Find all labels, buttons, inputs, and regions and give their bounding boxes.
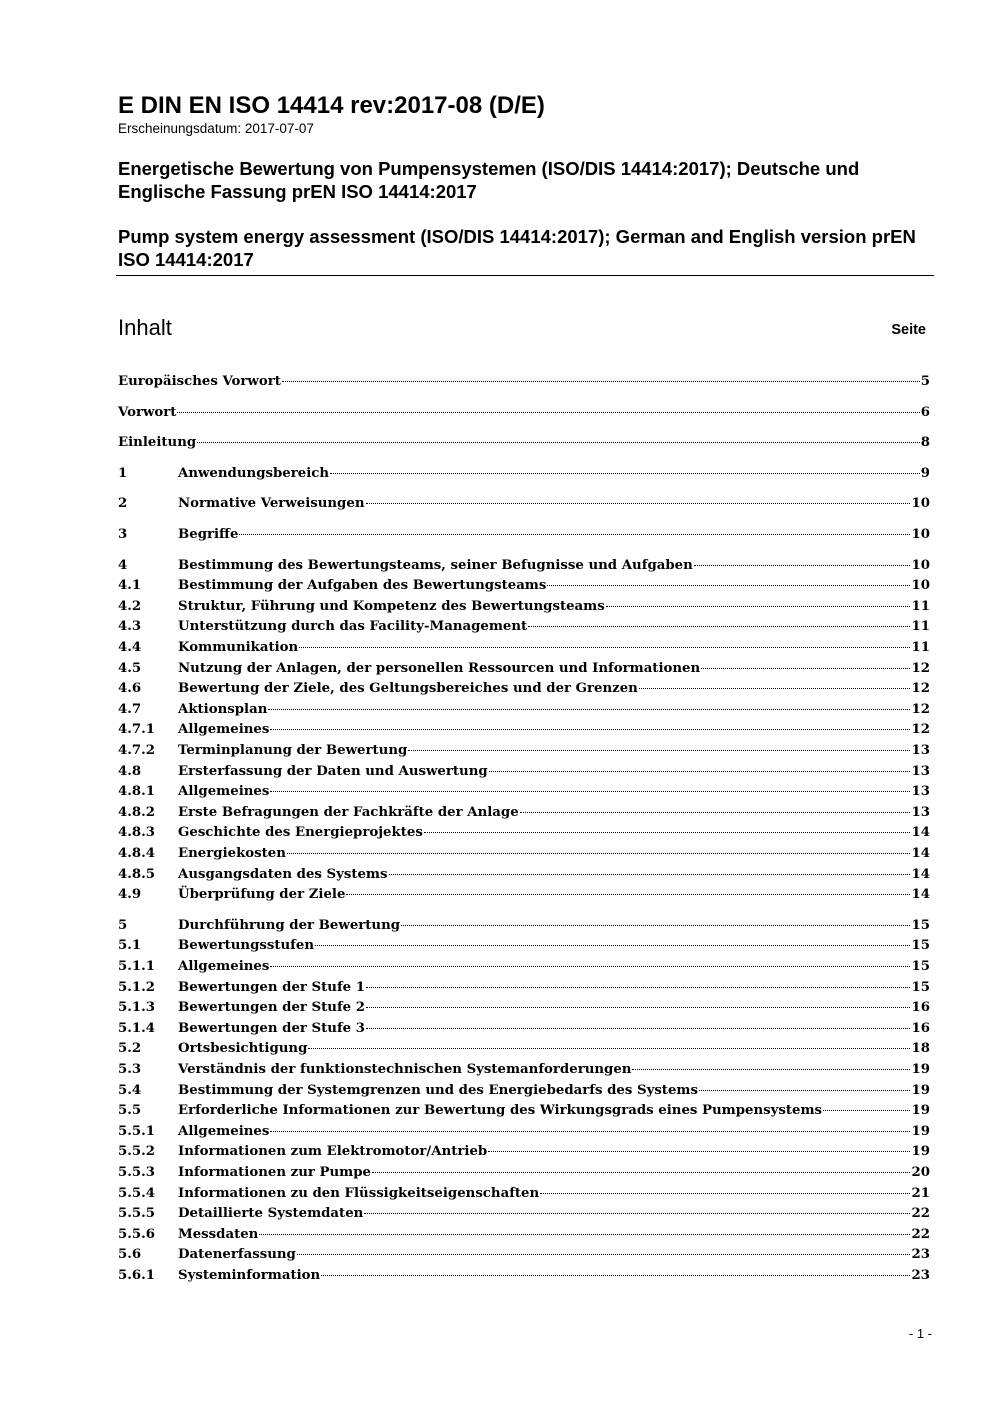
toc-entry-number: 5.4 xyxy=(118,1082,142,1098)
toc-entry-page: 16 xyxy=(911,1020,930,1036)
toc-entry[interactable] xyxy=(118,1204,930,1224)
toc-entry-number: 1 xyxy=(118,465,128,481)
document-id: E DIN EN ISO 14414 rev:2017-08 (D/E) xyxy=(118,92,545,119)
toc-entry-title: Allgemeines xyxy=(178,722,270,738)
toc-entry-page: 12 xyxy=(911,722,930,738)
toc-entry-title: Kommunikation xyxy=(178,640,299,655)
toc-entry[interactable] xyxy=(118,782,930,802)
toc-dot-leader xyxy=(268,709,910,710)
toc-dot-leader xyxy=(315,945,910,946)
toc-entry[interactable] xyxy=(118,433,930,453)
toc-entry-page: 23 xyxy=(911,1247,930,1263)
toc-entry-page: 14 xyxy=(911,846,930,861)
toc-entry-title: Erste Befragungen der Fachkräfte der Anlage xyxy=(178,804,519,820)
toc-entry[interactable] xyxy=(118,1101,930,1121)
toc-entry-title: Erforderliche Informationen zur Bewertung des Wirkungsgrads eines Pumpensystems xyxy=(178,1103,823,1119)
toc-dot-leader xyxy=(270,791,910,792)
toc-dot-leader xyxy=(488,1151,910,1152)
toc-entry-number: 5.6.1 xyxy=(118,1268,156,1283)
toc-entry-page: 6 xyxy=(920,404,930,420)
toc-entry[interactable] xyxy=(118,1225,930,1245)
toc-entry-title: Bewertung der Ziele, des Geltungsbereiches und der Grenzen xyxy=(178,681,638,697)
toc-entry[interactable] xyxy=(118,916,930,936)
toc-entry[interactable] xyxy=(118,1019,930,1039)
toc-entry-number: 5.1.1 xyxy=(118,959,156,974)
toc-dot-leader xyxy=(606,606,911,607)
toc-entry-title: Informationen zum Elektromotor/Antrieb xyxy=(178,1144,488,1160)
toc-entry-title: Allgemeines xyxy=(178,959,270,974)
toc-dot-leader xyxy=(321,1275,910,1276)
toc-entry-number: 4.3 xyxy=(118,619,142,635)
toc-page-column-label: Seite xyxy=(891,322,926,338)
toc-dot-leader xyxy=(632,1069,910,1070)
toc-entry-number: 4 xyxy=(118,557,128,573)
toc-entry-page: 18 xyxy=(911,1041,930,1057)
toc-entry-title: Terminplanung der Bewertung xyxy=(178,743,408,758)
toc-entry[interactable] xyxy=(118,720,930,740)
toc-entry[interactable] xyxy=(118,576,930,596)
toc-entry[interactable] xyxy=(118,1142,930,1162)
toc-entry-title: Anwendungsbereich xyxy=(178,465,330,481)
toc-entry-title: Durchführung der Bewertung xyxy=(178,917,401,933)
toc-entry-page: 10 xyxy=(911,527,930,542)
toc-entry-page: 12 xyxy=(911,681,930,697)
toc-entry-number: 4.2 xyxy=(118,598,142,614)
toc-entry-number: 5.1.2 xyxy=(118,979,156,995)
toc-dot-leader xyxy=(364,1213,910,1214)
toc-entry-page: 19 xyxy=(911,1082,930,1098)
toc-entry-title: Datenerfassung xyxy=(178,1247,296,1263)
toc-dot-leader xyxy=(308,1048,910,1049)
toc-entry[interactable] xyxy=(118,556,930,576)
toc-entry-number: 4.8 xyxy=(118,763,142,779)
toc-entry-title: Informationen zur Pumpe xyxy=(178,1165,371,1180)
toc-entry[interactable] xyxy=(118,803,930,823)
toc-entry-title: Europäisches Vorwort xyxy=(118,374,281,389)
toc-entry[interactable] xyxy=(118,464,930,484)
toc-entry[interactable] xyxy=(118,1184,930,1204)
toc-entry-number: 4.7.2 xyxy=(118,743,156,758)
toc-entry-title: Aktionsplan xyxy=(178,701,268,717)
toc-dot-leader xyxy=(699,1090,911,1091)
toc-entry[interactable] xyxy=(118,597,930,617)
toc-entry-title: Energiekosten xyxy=(178,846,286,861)
toc-entry-number: 5.5.5 xyxy=(118,1206,156,1222)
toc-entry-title: Geschichte des Energieprojektes xyxy=(178,825,423,841)
document-header xyxy=(118,92,934,271)
toc-entry[interactable] xyxy=(118,936,930,956)
toc-entry-number: 5.5.6 xyxy=(118,1226,156,1242)
toc-entry-page: 22 xyxy=(911,1226,930,1242)
toc-entry-title: Begriffe xyxy=(178,527,239,542)
toc-entry-number: 4.7.1 xyxy=(118,722,156,738)
toc-entry-page: 13 xyxy=(911,763,930,779)
toc-dot-leader xyxy=(823,1110,910,1111)
title-english: Pump system energy assessment (ISO/DIS 14414:2017); German and English version prEN ISO 14414:2017 xyxy=(118,226,916,270)
toc-entry-number: 2 xyxy=(118,496,128,512)
toc-entry[interactable] xyxy=(118,957,930,977)
toc-dot-leader xyxy=(639,688,911,689)
toc-entry[interactable] xyxy=(118,1266,930,1286)
toc-entry-number: 4.5 xyxy=(118,660,142,676)
toc-entry[interactable] xyxy=(118,1163,930,1183)
toc-dot-leader xyxy=(366,1007,910,1008)
toc-dot-leader xyxy=(366,1028,910,1029)
toc-entry-page: 15 xyxy=(911,959,930,974)
toc-entry-title: Bestimmung der Aufgaben des Bewertungsteams xyxy=(178,578,547,594)
toc-entry[interactable] xyxy=(118,885,930,905)
toc-entry-title: Bewertungen der Stufe 3 xyxy=(178,1020,366,1036)
toc-entry-title: Ortsbesichtigung xyxy=(178,1041,308,1057)
toc-entry-title: Messdaten xyxy=(178,1226,259,1242)
toc-entry-number: 5.6 xyxy=(118,1247,142,1263)
toc-entry-page: 21 xyxy=(911,1185,930,1201)
toc-dot-leader xyxy=(177,412,919,413)
toc-entry-title: Struktur, Führung und Kompetenz des Bewertungsteams xyxy=(178,598,605,614)
toc-entry-page: 15 xyxy=(911,979,930,995)
toc-dot-leader xyxy=(299,647,910,648)
toc-dot-leader xyxy=(389,874,911,875)
toc-entry-page: 10 xyxy=(911,557,930,573)
toc-entry-title: Verständnis der funktionstechnischen Systemanforderungen xyxy=(178,1062,632,1077)
toc-entry-title: Detaillierte Systemdaten xyxy=(178,1206,364,1222)
header-divider xyxy=(116,275,934,276)
toc-entry-page: 13 xyxy=(911,784,930,800)
toc-entry-page: 22 xyxy=(911,1206,930,1222)
toc-entry-number: 4.8.2 xyxy=(118,804,156,820)
toc-entry-title: Bewertungen der Stufe 2 xyxy=(178,1000,366,1016)
toc-entry-number: 5.5.2 xyxy=(118,1144,156,1160)
toc-entry-page: 10 xyxy=(911,578,930,594)
toc-dot-leader xyxy=(270,729,910,730)
toc-entry-page: 11 xyxy=(911,619,930,635)
toc-entry[interactable] xyxy=(118,659,930,679)
toc-entry-page: 15 xyxy=(911,917,930,933)
toc-entry-title: Ausgangsdaten des Systems xyxy=(178,866,388,882)
toc-entry[interactable] xyxy=(118,525,930,545)
toc-entry-page: 13 xyxy=(911,743,930,758)
toc-entry[interactable] xyxy=(118,865,930,885)
toc-dot-leader xyxy=(259,1234,910,1235)
toc-entry-page: 14 xyxy=(911,866,930,882)
toc-entry-page: 19 xyxy=(911,1144,930,1160)
toc-dot-leader xyxy=(346,894,910,895)
toc-dot-leader xyxy=(297,1254,911,1255)
toc-entry-title: Allgemeines xyxy=(178,784,270,800)
toc-entry-title: Informationen zu den Flüssigkeitseigenschaften xyxy=(178,1185,540,1201)
toc-dot-leader xyxy=(239,534,910,535)
toc-entry-number: 5.1.4 xyxy=(118,1020,156,1036)
toc-entry-number: 4.8.3 xyxy=(118,825,156,841)
toc-entry-number: 5.5.3 xyxy=(118,1165,156,1180)
toc-dot-leader xyxy=(366,987,910,988)
toc-entry-page: 19 xyxy=(911,1103,930,1119)
toc-entry-number: 5.5.4 xyxy=(118,1185,156,1201)
toc-entry-number: 4.7 xyxy=(118,701,142,717)
toc-entry-page: 9 xyxy=(920,465,930,481)
toc-entry-page: 15 xyxy=(911,938,930,954)
toc-entry-number: 3 xyxy=(118,527,128,542)
toc-dot-leader xyxy=(547,585,910,586)
toc-entry[interactable] xyxy=(118,978,930,998)
toc-entry[interactable] xyxy=(118,1081,930,1101)
toc-entry-number: 5.5.1 xyxy=(118,1123,156,1139)
toc-entry[interactable] xyxy=(118,372,930,392)
toc-entry-title: Einleitung xyxy=(118,435,197,451)
toc-entry-number: 4.9 xyxy=(118,887,142,903)
toc-dot-leader xyxy=(694,565,911,566)
toc-entry-page: 14 xyxy=(911,887,930,903)
toc-entry[interactable] xyxy=(118,679,930,699)
toc-entry-page: 19 xyxy=(911,1123,930,1139)
toc-entry-number: 5.2 xyxy=(118,1041,142,1057)
toc-dot-leader xyxy=(528,626,910,627)
toc-entry[interactable] xyxy=(118,823,930,843)
toc-entry-number: 4.1 xyxy=(118,578,142,594)
title-german: Energetische Bewertung von Pumpensystemen (ISO/DIS 14414:2017); Deutsche und Englische Fassung prEN ISO 14414:2017 xyxy=(118,158,860,202)
toc-entry[interactable] xyxy=(118,617,930,637)
toc-entry[interactable] xyxy=(118,1122,930,1142)
toc-entry[interactable] xyxy=(118,998,930,1018)
toc-entry-title: Bewertungsstufen xyxy=(178,938,315,954)
toc-entry-title: Bestimmung der Systemgrenzen und des Energiebedarfs des Systems xyxy=(178,1082,698,1098)
toc-entry-page: 14 xyxy=(911,825,930,841)
toc-entry-page: 13 xyxy=(911,804,930,820)
toc-entry-title: Ersterfassung der Daten und Auswertung xyxy=(178,763,488,779)
toc-entry-page: 19 xyxy=(911,1062,930,1077)
toc-dot-leader xyxy=(270,966,910,967)
toc-dot-leader xyxy=(540,1193,910,1194)
toc-entry[interactable] xyxy=(118,844,930,864)
toc-entry-title: Vorwort xyxy=(118,404,177,420)
toc-entry-number: 4.4 xyxy=(118,640,142,655)
toc-entry-page: 12 xyxy=(911,701,930,717)
toc-entry-title: Allgemeines xyxy=(178,1123,270,1139)
toc-entry[interactable] xyxy=(118,700,930,720)
page-number: - 1 - xyxy=(908,1326,932,1341)
toc-entry-number: 4.8.1 xyxy=(118,784,156,800)
toc-entry-title: Überprüfung der Ziele xyxy=(178,887,346,903)
toc-entry-page: 12 xyxy=(911,660,930,676)
toc-entry[interactable] xyxy=(118,1039,930,1059)
toc-entry[interactable] xyxy=(118,1245,930,1265)
toc-dot-leader xyxy=(424,832,911,833)
toc-title: Inhalt xyxy=(118,315,172,340)
toc-dot-leader xyxy=(287,853,911,854)
toc-dot-leader xyxy=(701,668,910,669)
toc-entry-number: 4.8.5 xyxy=(118,866,156,882)
toc-entry-number: 5 xyxy=(118,917,128,933)
toc-entry[interactable] xyxy=(118,403,930,423)
toc-entry-title: Unterstützung durch das Facility-Management xyxy=(178,619,528,635)
toc-entry-title: Systeminformation xyxy=(178,1268,321,1283)
toc-dot-leader xyxy=(330,473,920,474)
toc-entry-number: 5.1 xyxy=(118,938,142,954)
toc-dot-leader xyxy=(282,381,920,382)
toc-entry-page: 10 xyxy=(911,496,930,512)
toc-dot-leader xyxy=(520,812,911,813)
toc-entry-page: 20 xyxy=(911,1165,930,1180)
toc-entry[interactable] xyxy=(118,741,930,761)
toc-entry-number: 4.6 xyxy=(118,681,142,697)
toc-entry[interactable] xyxy=(118,638,930,658)
toc-dot-leader xyxy=(489,771,911,772)
toc-entry-page: 11 xyxy=(911,640,930,655)
toc-entry-number: 5.5 xyxy=(118,1103,142,1119)
toc-entry-page: 16 xyxy=(911,1000,930,1016)
toc-dot-leader xyxy=(197,442,920,443)
toc-entry-page: 5 xyxy=(920,374,930,389)
publication-date: Erscheinungsdatum: 2017-07-07 xyxy=(118,121,314,136)
toc-header xyxy=(118,314,926,342)
toc-entry-page: 23 xyxy=(911,1268,930,1283)
toc-entry[interactable] xyxy=(118,1060,930,1080)
toc-entry-number: 5.3 xyxy=(118,1062,142,1077)
toc-entry-number: 5.1.3 xyxy=(118,1000,156,1016)
toc-entry[interactable] xyxy=(118,762,930,782)
toc-dot-leader xyxy=(270,1131,910,1132)
toc-dot-leader xyxy=(366,503,911,504)
toc-entry-page: 11 xyxy=(911,598,930,614)
toc-dot-leader xyxy=(401,925,910,926)
toc-entry-title: Bewertungen der Stufe 1 xyxy=(178,979,366,995)
toc-entry-title: Nutzung der Anlagen, der personellen Ressourcen und Informationen xyxy=(178,660,701,676)
toc-entry-title: Bestimmung des Bewertungsteams, seiner Befugnisse und Aufgaben xyxy=(178,557,693,573)
toc-dot-leader xyxy=(408,750,910,751)
toc-entry-number: 4.8.4 xyxy=(118,846,156,861)
toc-dot-leader xyxy=(372,1172,910,1173)
toc-entry-page: 8 xyxy=(920,435,930,451)
toc-entry[interactable] xyxy=(118,494,930,514)
toc-entry-title: Normative Verweisungen xyxy=(178,496,365,512)
